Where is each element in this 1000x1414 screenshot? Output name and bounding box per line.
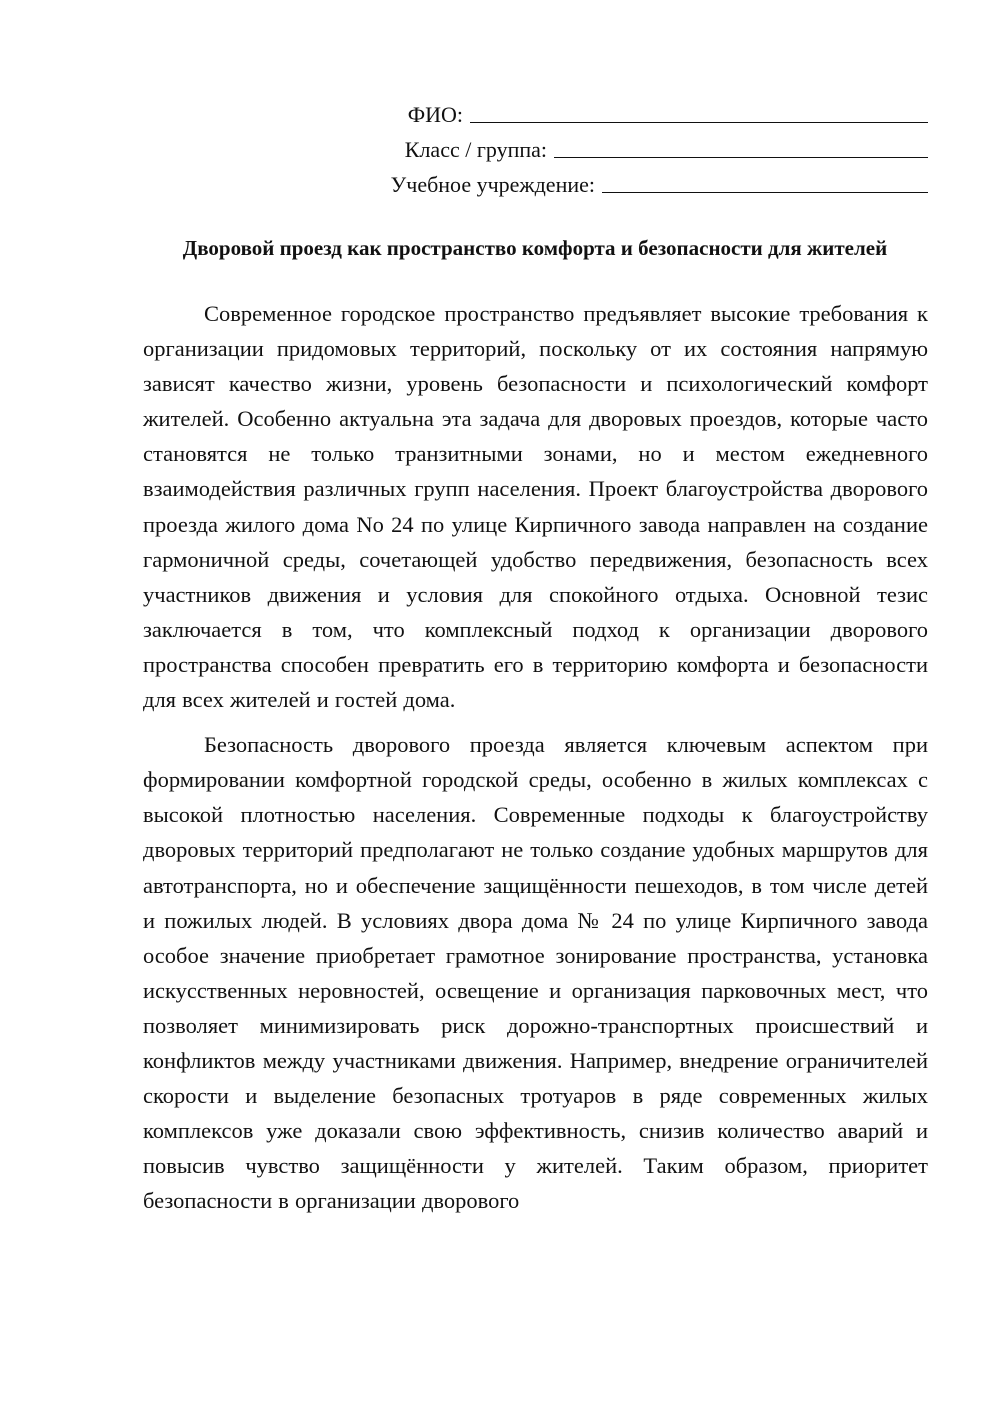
institution-field-label: Учебное учреждение: [390,172,595,197]
essay-body [143,296,928,1228]
institution-field-row [328,164,928,199]
paragraph-1: Современное городское пространство предъявляет высокие требования к организации придомовых территорий, поскольку от их состояния напрямую зависят качество жизни, уровень безопасности и психологический комфорт жителей. Особенно актуальна эта задача для дворовых проездов, которые часто становятся не только транзитными зонами, но и местом ежедневного взаимодействия различных групп населения. Проект благоустройства дворового проезда жилого дома No 24 по улице Кирпичного завода направлен на создание гармоничной среды, сочетающей удобство передвижения, безопасность всех участников движения и условия для спокойного отдыха. Основной тезис заключается в том, что комплексный подход к организации дворового пространства способен превратить его в территорию комфорта и безопасности для всех жителей и гостей дома. [143,301,928,713]
essay-title: Дворовой проезд как пространство комфорта и безопасности для жителей [182,236,888,260]
paragraph-2: Безопасность дворового проезда является ключевым аспектом при формировании комфортной городской среды, особенно в жилых комплексах с высокой плотностью населения. Современные подходы к благоустройству дворовых территорий предполагают не только создание удобных маршрутов для автотранспорта, но и обеспечение защищённости пешеходов, в том числе детей и пожилых людей. В условиях двора дома № 24 по улице Кирпичного завода особое значение приобретает грамотное зонирование пространства, установка искусственных неровностей, освещение и организация парковочных мест, что позволяет минимизировать риск дорожно-транспортных происшествий и конфликтов между участниками движения. Например, внедрение ограничителей скорости и выделение безопасных тротуаров в ряде современных жилых комплексов уже доказали свою эффективность, снизив количество аварий и повысив чувство защищённости у жителей. Таким образом, приоритет безопасности в организации дворового [143,732,928,1214]
class-group-field-label: Класс / группа: [404,137,547,162]
institution-field-line[interactable] [602,170,928,193]
class-group-field-line[interactable] [554,135,928,158]
name-field-label: ФИО: [407,102,463,127]
class-group-field-row [328,129,928,164]
student-info-block [328,94,928,199]
name-field-row [328,94,928,129]
name-field-line[interactable] [470,100,928,123]
